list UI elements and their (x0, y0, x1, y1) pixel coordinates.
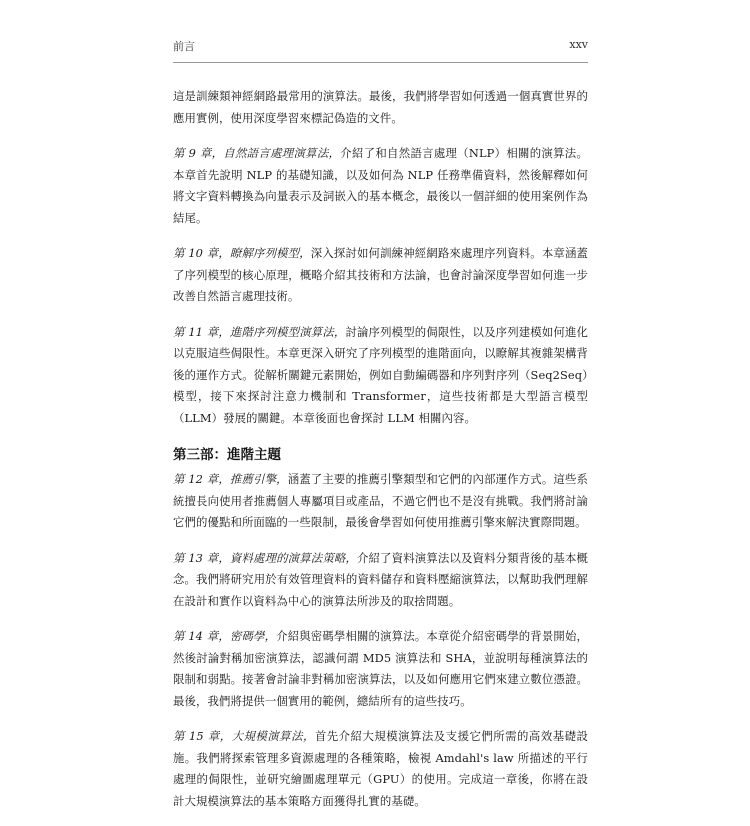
running-header (173, 38, 588, 58)
paragraph-text: 首先介紹大規模演算法及支援它們所需的高效基礎設施。我們將探索管理多資源處理的各種策略，檢視 Amdahl's law 所描述的平行處理的侷限性，並研究繪圖處理單元（GPU）的使用。完成這一章後，你將在設計大規模演算法的基本策略方面獲得扎實的基礎。 (173, 729, 588, 808)
chapter-title: 第 11 章，進階序列模型演算法， (173, 324, 346, 339)
header-divider (173, 62, 588, 63)
paragraph-text: 介紹了資料演算法以及資料分類背後的基本概念。我們將研究用於有效管理資料的資料儲存和資料壓縮演算法，以幫助我們理解在設計和實作以資料為中心的演算法所涉及的取捨問題。 (173, 550, 588, 608)
paragraph-text: 深入探討如何訓練神經網路來處理序列資料。本章涵蓋了序列模型的核心原理，概略介紹其技術和方法論，也會討論深度學習如何進一步改善自然語言處理技術。 (173, 246, 589, 303)
chapter-title: 第 12 章，推薦引擎， (173, 472, 288, 486)
paragraph-text: 涵蓋了主要的推薦引擎類型和它們的內部運作方式。這些系統擅長向使用者推薦個人專屬項目或產品，不過它們也不是沒有挑戰。我們將討論它們的優點和所面臨的一些限制，最後會學習如何使用推薦引擎來解決實際問題。 (173, 472, 588, 529)
part-heading: 第三部：進階主題 (173, 447, 281, 463)
header-section-title: 前言 (173, 40, 195, 53)
paragraph-chapter-10 (173, 243, 588, 308)
page-body (173, 86, 588, 826)
paragraph-chapter-11 (173, 322, 588, 430)
paragraph-text: 討論序列模型的侷限性，以及序列建模如何進化以克服這些侷限性。本章更深入研究了序列模型的進階面向，以瞭解其複雜架構背後的運作方式。從解析關鍵元素開始，例如自動編碼器和序列對序列（Seq2Seq）模型，接下來探討注意力機制和 Transformer，這些技術都是大型語言模型（LLM）發展的關鍵。本章後面也會探討 LLM 相關內容。 (173, 324, 588, 425)
paragraph-chapter-8-continued (173, 86, 588, 129)
chapter-title: 第 9 章，自然語言處理演算法， (173, 146, 341, 160)
paragraph-text: 這是訓練類神經網路最常用的演算法。最後，我們將學習如何透過一個真實世界的應用實例，使用深度學習來標記偽造的文件。 (173, 89, 588, 125)
paragraph-chapter-12 (173, 469, 588, 534)
paragraph-text: 介紹與密碼學相關的演算法。本章從介紹密碼學的背景開始，然後討論對稱加密演算法，認識何謂 MD5 演算法和 SHA，並說明每種演算法的限制和弱點。接著會討論非對稱加密演算法，以及如何應用它們來建立數位憑證。最後，我們將提供一個實用的範例，總結所有的這些技巧。 (173, 629, 589, 708)
chapter-title: 第 10 章，瞭解序列模型， (173, 246, 311, 260)
chapter-title: 第 15 章，大規模演算法， (173, 729, 315, 743)
paragraph-chapter-15 (173, 726, 588, 812)
paragraph-text: 介紹了和自然語言處理（NLP）相關的演算法。本章首先說明 NLP 的基礎知識，以及如何為 NLP 任務準備資料，然後解釋如何將文字資料轉換為向量表示及詞嵌入的基本概念，最後以一個詳細的使用案例作為結尾。 (173, 146, 588, 225)
header-page-number: xxv (569, 38, 588, 51)
paragraph-chapter-13 (173, 548, 588, 613)
paragraph-chapter-9 (173, 143, 588, 229)
chapter-title: 第 14 章，密碼學， (173, 629, 277, 643)
chapter-title: 第 13 章，資料處理的演算法策略， (173, 550, 357, 565)
paragraph-chapter-14 (173, 626, 588, 712)
